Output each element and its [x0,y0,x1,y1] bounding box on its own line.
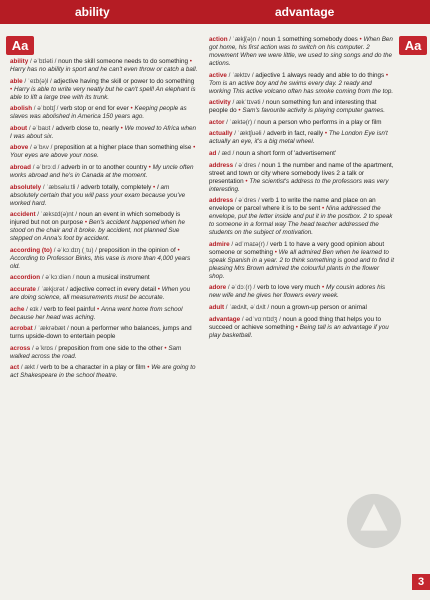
dictionary-entry [10,364,198,380]
pronunciation: / ədˈvɑːntɪdʒ / [240,315,283,323]
headword: address [209,161,234,169]
dictionary-entry [10,144,198,160]
definition: noun 1 the number and name of the apartment, street and town or city where somebody lives 2 a talk or presentation [209,161,394,185]
pronunciation: / əˈkrɒs / [30,344,59,352]
definition: noun an event in which somebody is injured but not on purpose [10,211,181,227]
section-letter-right: Aa [399,36,427,55]
pronunciation: / ˈeɪb(ə)l / [22,77,54,85]
definition: preposition from one side to the other [58,344,163,352]
definition: verb to love very much [256,284,321,292]
pronunciation: / əˈdɔː(r) / [226,284,257,292]
headword: acrobat [10,325,33,333]
example-bullet: • [151,183,158,191]
pronunciation: / əˈbaʊt / [27,124,56,132]
dictionary-entry [10,164,198,180]
example-sentence: Anna went home from school because her head was aching. [10,305,183,321]
headword: abolish [10,105,33,113]
headword: accordion [10,274,41,282]
example-bullet: • [320,284,327,292]
pronunciation: / ədˈmaɪə(r) / [229,240,271,248]
headword: act [10,364,20,372]
example-sentence: Keeping people as slaves was abolished in America 150 years ago. [10,105,187,121]
pronunciation: / ˈæktə(r) / [224,118,258,126]
example-sentence: When you are doing science, all measurements must be accurate. [10,285,191,301]
example-bullet: • [128,105,135,113]
definition: preposition at a higher place than something else [54,144,192,152]
dictionary-entry [209,284,395,300]
example-sentence: Ben's accident happened when he stood on the chair and it broke. by accident, not planned Sue stepped on Anna's foot by accident. [10,219,185,243]
headword: according (to) [10,246,52,254]
dictionary-entry [209,130,395,146]
headword: absolutely [10,183,42,191]
example-sentence: Harry is able to write very neatly but he can't spell! An elephant is able to lift a large tree with its trunk. [10,85,196,101]
headword: actor [209,118,225,126]
example-sentence: According to Professor Binks, this vase is more than 4,000 years old. [10,254,191,270]
pronunciation: / æd / [216,149,236,157]
headword: address [209,197,234,205]
definition: noun a short form of 'advertisement' [235,149,337,157]
headword: ache [10,305,25,313]
headword: adult [209,303,225,311]
dictionary-entry [10,105,198,121]
pronunciation: / əˈbrɔːd / [31,163,62,171]
right-column [209,36,395,343]
definition: adverb totally, completely [80,183,152,191]
example-sentence: Nina addressed the envelope, put the letter inside and put it in the postbox. 2 to speak to someone in a formal way The head teacher addressed the students on the subject of motivation. [209,205,393,237]
pronunciation: / ækˈtɪvəti / [230,99,266,107]
dictionary-entry [209,150,395,158]
definition: preposition in the opinion of [98,246,176,254]
pronunciation: / ˈæktɪv / [226,71,256,79]
headword: admire [209,240,230,248]
definition: adjective having the skill or power to do something [53,77,195,85]
dictionary-entry [10,78,198,102]
headword: active [209,71,227,79]
pronunciation: / ˈæbsəluːtli / [41,183,81,191]
left-guide-word: ability [75,5,110,19]
headword: above [10,144,29,152]
example-sentence: Tom is an active boy and he swims every day. 2 ready and working This active volcano often has smoke coming from the top. [209,79,394,95]
pronunciation: / əˈbʌv / [28,144,55,152]
left-column [10,58,198,384]
definition: noun a musical instrument [76,274,150,282]
example-bullet: • [384,71,389,79]
example-bullet: • [294,323,300,331]
example-bullet: • [236,107,243,115]
example-sentence: We moved to Africa when I was about six. [10,124,197,140]
example-bullet: • [118,124,125,132]
pronunciation: / ˈækʃ(ə)n / [227,36,262,43]
example-sentence: Sam's favourite activity is playing computer games. [242,107,385,115]
example-sentence: The London Eye isn't actually an eye, it's a big metal wheel. [209,130,388,146]
definition: adverb close to, nearly [55,124,119,132]
example-sentence: My uncle often works abroad and he's in Canada at the moment. [10,163,194,179]
dictionary-entry [10,274,198,282]
example-sentence: Harry has no ability in sport and he can't even throw or catch a ball. [10,66,198,73]
example-bullet: • [175,246,180,254]
section-letter-left: Aa [6,36,34,55]
headword: abroad [10,163,31,171]
headword: about [10,124,28,132]
pronunciation: / ˈæksɪd(ə)nt / [35,211,79,219]
dictionary-entry [209,162,395,194]
headword: adore [209,284,227,292]
dictionary-entry [209,241,395,281]
pronunciation: / ˈækjʊrət / [35,285,70,293]
example-bullet: • [145,364,152,372]
dictionary-entry [10,58,198,74]
definition: noun 1 something somebody does [261,36,358,43]
headword: advantage [209,315,241,323]
example-bullet: • [146,163,153,171]
example-sentence: Being tall is an advantage if you play basketball. [209,323,389,339]
dictionary-entry [209,99,395,115]
definition: adverb in fact, really [266,130,324,138]
definition: verb 1 to write the name and place on an envelope or parcel where it is to be sent [209,197,376,213]
example-sentence: Your eyes are above your nose. [10,152,99,160]
definition: verb to feel painful [43,305,96,313]
dictionary-entry [10,125,198,141]
dictionary-entry [209,36,395,68]
example-bullet: • [243,177,250,185]
dictionary-entry [209,197,395,237]
pronunciation: / eɪk / [24,305,44,313]
right-guide-word: advantage [275,5,335,19]
example-bullet: • [320,205,327,213]
definition: adjective correct in every detail [69,285,157,293]
page-header-bar [0,0,430,24]
dictionary-entry [10,306,198,322]
definition: adjective 1 always ready and able to do things [255,71,385,79]
pronunciation: / əˈkɔːdɪŋ (ˌtu) / [51,246,99,254]
watermark-logo [345,492,403,550]
page-number: 3 [412,574,430,590]
definition: noun a person who performs in a play or film [257,118,382,126]
example-bullet: • [83,219,89,227]
dictionary-entry [209,72,395,96]
definition: verb 1 to have a very good opinion about someone or something [209,240,385,256]
example-bullet: • [323,130,329,138]
example-sentence: The scientist's address to the professors was very interesting. [209,177,389,193]
example-bullet: • [357,36,364,43]
example-bullet: • [191,144,196,152]
example-bullet: • [273,248,279,256]
definition: verb stop or end for ever [60,105,129,113]
pronunciation: / əˈkɔːdiən / [40,274,77,282]
headword: accident [10,211,36,219]
example-sentence: We all admired Ben when he learned to speak Spanish in a year. 2 to think something is good and to find it pleasing Mrs Brown admired the colourful plants in the flower shop. [209,248,394,280]
definition: noun a performer who balances, jumps and turns upside-down to entertain people [10,325,192,341]
example-sentence: When Ben got home, his first action was to switch on his computer. 2 movement When we were little, we used to sing songs and do the actions. [209,36,393,67]
pronunciation: / əˈdres / [233,161,262,169]
definition: adverb in or to another country [61,163,147,171]
pronunciation: / əˈbɒlɪʃ / [32,105,61,113]
headword: actually [209,130,233,138]
example-bullet: • [162,344,169,352]
pronunciation: / əˈdres / [233,197,262,205]
example-bullet: • [156,285,162,293]
headword: activity [209,99,231,107]
example-bullet: • [187,58,192,65]
definition: noun something fun and interesting that people do [209,99,377,115]
example-sentence: I am absolutely certain that you will pass your exam because you've worked hard. [10,183,186,207]
dictionary-entry [209,119,395,127]
dictionary-entry [10,325,198,341]
definition: noun the skill someone needs to do something [58,58,188,65]
example-bullet: • [10,85,14,93]
pronunciation: / ˈæktʃuəli / [232,130,267,138]
example-bullet: • [95,305,101,313]
definition: verb to be a character in a play or film [40,364,146,372]
headword: across [10,344,31,352]
dictionary-entry [209,316,395,340]
dictionary-entry [10,286,198,302]
dictionary-entry [10,247,198,271]
dictionary-entry [10,184,198,208]
headword: able [10,77,23,85]
pronunciation: / ækt / [19,364,41,372]
dictionary-entry [209,304,395,312]
headword: action [209,36,228,43]
example-sentence: Sam walked across the road. [10,344,182,360]
dictionary-entry [10,211,198,243]
headword: ability [10,58,29,65]
pronunciation: / əˈbɪləti / [28,58,59,65]
definition: noun a grown-up person or animal [270,303,367,311]
pronunciation: / ˈædʌlt, əˈdʌlt / [224,303,271,311]
example-sentence: We are going to act Shakespeare in the school theatre. [10,364,196,380]
headword: ad [209,149,217,157]
headword: accurate [10,285,36,293]
pronunciation: / ˈækrəbæt / [32,325,71,333]
definition: noun a good thing that helps you to succeed or achieve something [209,315,381,331]
example-sentence: My cousin adores his new wife and he gives her flowers every week. [209,284,386,300]
dictionary-entry [10,345,198,361]
